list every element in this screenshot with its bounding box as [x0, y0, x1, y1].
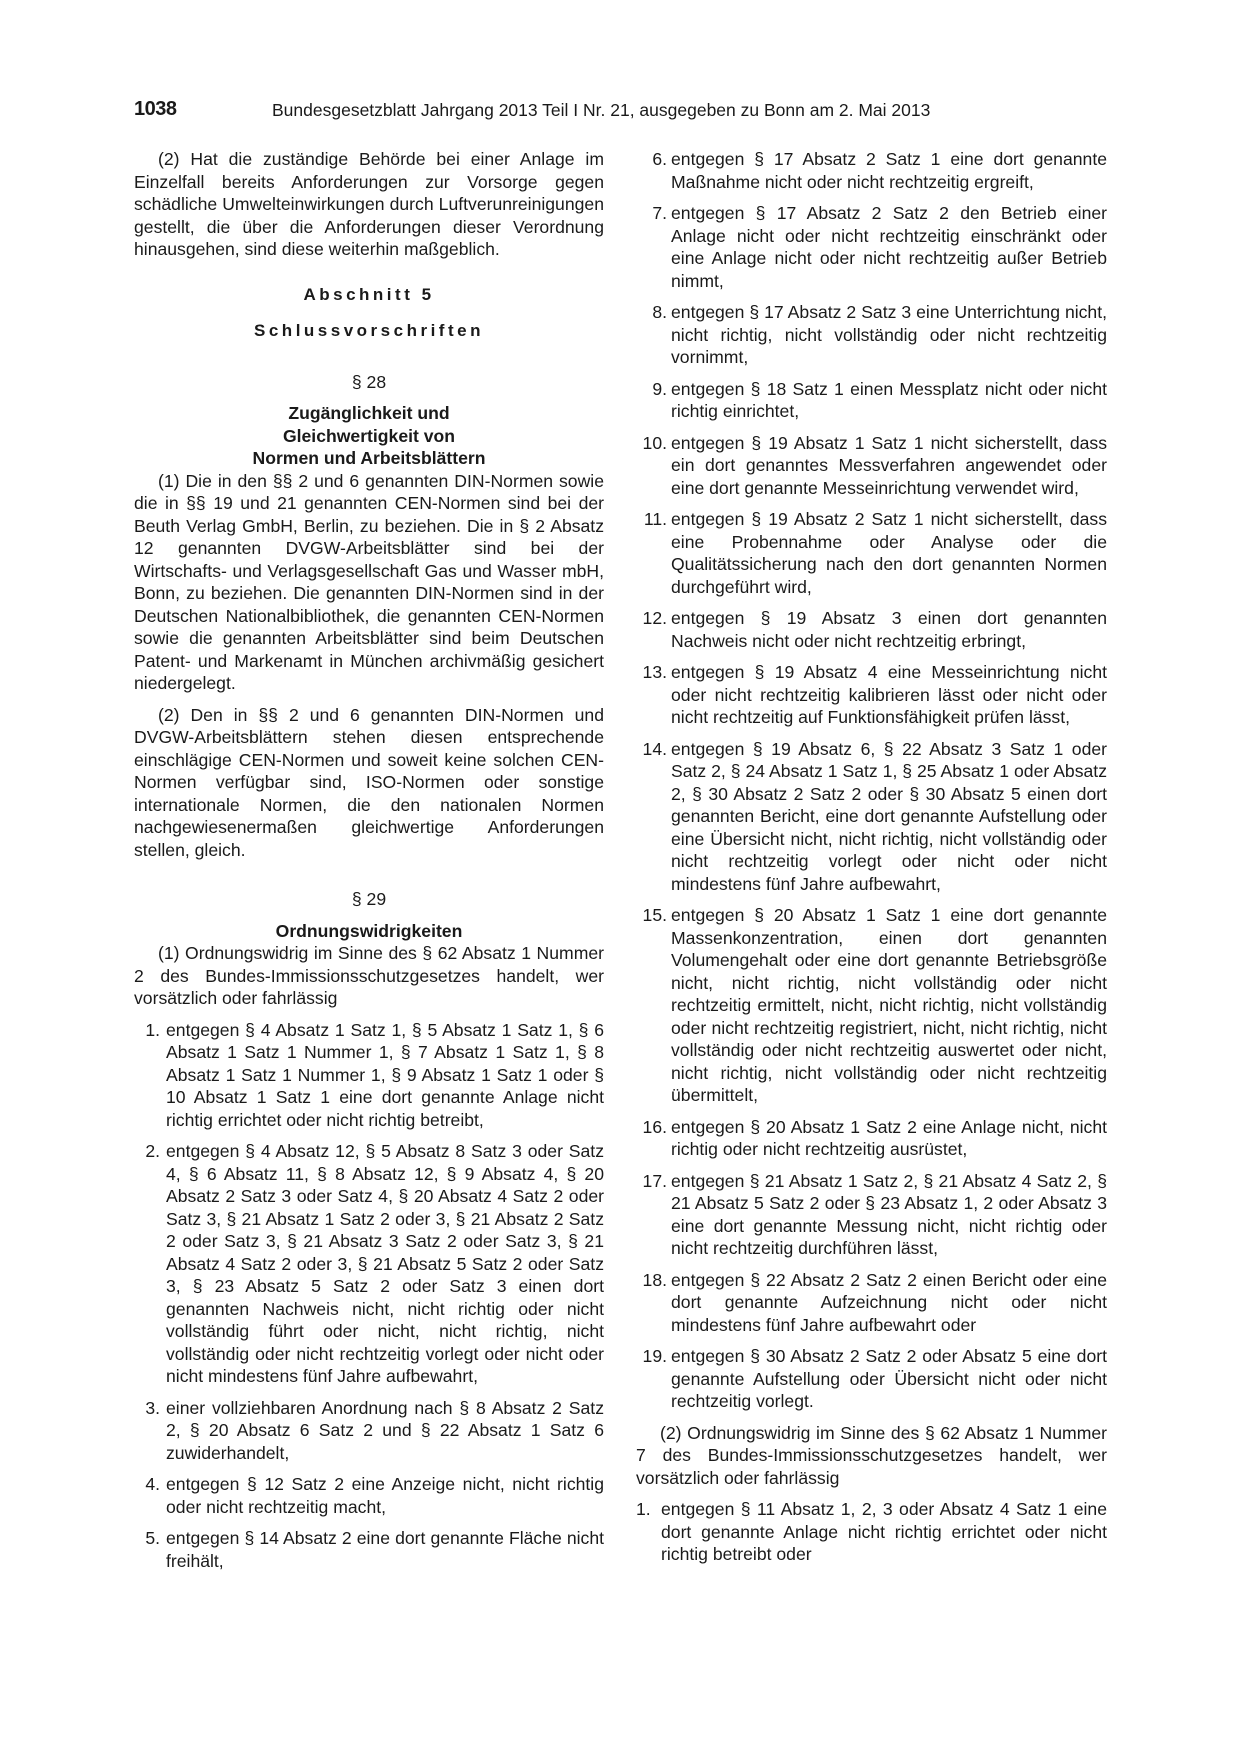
s29-title: Ordnungswidrigkeiten — [275, 920, 463, 941]
item-number: 6. — [652, 149, 667, 169]
item-text: entgegen § 20 Absatz 1 Satz 1 eine dort genannte Massenkonzentration, einen dort genannten Volumengehalt oder eine dort genannte Betriebsgröße nicht, nicht richtig, nicht vollständig oder nicht rechtzeitig ermittelt, nicht, nicht richtig, nicht vollständig oder nicht rechtzeitig registriert, nicht, nicht richtig, nicht vollständig oder nicht rechtzeitig auswertet oder nicht, nicht richtig, nicht vollständig oder nicht rechtzeitig übermittelt, — [671, 905, 1107, 1105]
section-title: Schlussvorschriften — [254, 321, 484, 340]
item-text: entgegen § 30 Absatz 2 Satz 2 oder Absatz 5 eine dort genannte Aufstellung oder Übersicht nicht oder nicht rechtzeitig vorlegt. — [671, 1346, 1107, 1411]
item-text: entgegen § 12 Satz 2 eine Anzeige nicht, nicht richtig oder nicht rechtzeitig macht, — [166, 1474, 604, 1517]
item-number: 1. — [145, 1019, 160, 1040]
item-number: 15. — [642, 905, 667, 925]
item-number: 10. — [642, 432, 667, 453]
item-number: 3. — [145, 1397, 160, 1418]
item-text: entgegen § 19 Absatz 4 eine Messeinrichtung nicht oder nicht rechtzeitig kalibrieren lässt oder nicht oder nicht rechtzeitig auf Funktionsfähigkeit prüfen lässt, — [671, 662, 1107, 727]
section-label: Abschnitt 5 — [303, 284, 435, 304]
item-text: einer vollziehbaren Anordnung nach § 8 Absatz 2 Satz 2, § 20 Absatz 6 Satz 2 und § 22 Absatz 1 Satz 6 zuwiderhandelt, — [166, 1397, 604, 1463]
list-item — [636, 1116, 1107, 1161]
item-number: 9. — [652, 378, 667, 399]
page-number: 1038 — [134, 98, 177, 120]
s28-number: § 28 — [351, 371, 387, 392]
item-number: 14. — [642, 738, 667, 759]
s28-paragraph-2: (2) Den in §§ 2 und 6 genannten DIN-Normen und DVGW-Arbeitsblättern stehen diesen entsprechende einschlägige CEN-Normen und soweit keine solchen CEN-Normen verfügbar sind, ISO-Normen oder sonstige internationale Normen, die den nationalen Normen nachgewiesenermaßen gleichwertige Anforderungen stellen, gleich. — [134, 704, 604, 860]
s29-paragraph-1: (1) Ordnungswidrig im Sinne des § 62 Absatz 1 Nummer 2 des Bundes-Immissionsschutzgesetzes handelt, wer vorsätzlich oder fahrlässig — [134, 943, 604, 1008]
offense-list-right — [636, 148, 1107, 1413]
s28-title-line-2: Gleichwertigkeit von — [282, 425, 456, 446]
item-number: 11. — [643, 509, 667, 529]
page-header — [134, 98, 1107, 126]
list-item — [636, 378, 1107, 423]
item-text: entgegen § 17 Absatz 2 Satz 3 eine Unterrichtung nicht, nicht richtig, nicht vollständig oder nicht rechtzeitig vornimmt, — [671, 302, 1107, 367]
list-item — [636, 202, 1107, 292]
item-text: entgegen § 4 Absatz 1 Satz 1, § 5 Absatz 1 Satz 1, § 6 Absatz 1 Satz 1 Nummer 1, § 7 Absatz 1 Satz 1, § 8 Absatz 1 Satz 1 Nummer 1, § 9 Absatz 1 Satz 1 oder § 10 Absatz 1 Satz 1 eine dort genannte Anlage nicht richtig errichtet oder nicht richtig betreibt, — [166, 1019, 604, 1130]
list-item — [636, 508, 1107, 598]
intro-paragraph: (2) Hat die zuständige Behörde bei einer Anlage im Einzelfall bereits Anforderungen zur Vorsorge gegen schädliche Umwelteinwirkungen durch Luftverunreinigungen gestellt, die über die Anforderungen dieser Verordnung hinausgehen, sind diese weiterhin maßgeblich. — [134, 149, 604, 259]
list-item — [636, 1269, 1107, 1337]
right-column — [636, 148, 1107, 1575]
offense-list-left — [134, 1019, 604, 1573]
offense-list-2 — [636, 1498, 1107, 1566]
item-number: 2. — [145, 1141, 160, 1161]
s28-title-line-3: Normen und Arbeitsblättern — [252, 448, 486, 468]
list-item — [636, 904, 1107, 1107]
s29-paragraph-2: (2) Ordnungswidrig im Sinne des § 62 Absatz 1 Nummer 7 des Bundes-Immissionsschutzgesetzes handelt, wer vorsätzlich oder fahrlässig — [636, 1422, 1107, 1488]
list-item — [636, 148, 1107, 193]
item-number: 12. — [642, 608, 667, 628]
list-item — [636, 607, 1107, 652]
list-item — [134, 1019, 604, 1132]
list-item — [134, 1527, 604, 1572]
running-head: Bundesgesetzblatt Jahrgang 2013 Teil I Nr. 21, ausgegeben zu Bonn am 2. Mai 2013 — [272, 100, 931, 120]
list-item — [636, 432, 1107, 500]
item-number: 17. — [642, 1170, 667, 1191]
item-number: 4. — [145, 1474, 160, 1494]
item-text: entgegen § 19 Absatz 3 einen dort genannten Nachweis nicht oder nicht rechtzeitig erbringt, — [671, 608, 1107, 651]
item-number: 13. — [642, 662, 667, 682]
item-number: 1. — [636, 1499, 651, 1519]
item-number: 18. — [642, 1269, 667, 1290]
item-number: 8. — [652, 302, 667, 322]
item-text: entgegen § 19 Absatz 1 Satz 1 nicht sicherstellt, dass ein dort genanntes Messverfahren angewendet oder eine dort genannte Messeinrichtung verwendet wird, — [671, 432, 1107, 498]
item-text: entgegen § 4 Absatz 12, § 5 Absatz 8 Satz 3 oder Satz 4, § 6 Absatz 11, § 8 Absatz 12, § 9 Absatz 4, § 20 Absatz 2 Satz 3 oder Satz 4, § 20 Absatz 4 Satz 2 oder Satz 3, § 21 Absatz 1 Satz 2 oder 3, § 21 Absatz 2 Satz 2 oder Satz 3, § 21 Absatz 3 Satz 2 oder Satz 3, § 21 Absatz 4 Satz 2 oder 3, § 21 Absatz 5 Satz 2 oder Satz 3, § 23 Absatz 5 Satz 2 oder Satz 3 einen dort genannten Nachweis nicht, nicht richtig oder nicht vollständig führt oder nicht, nicht richtig, nicht vollständig oder nicht rechtzeitig vorlegt oder nicht oder nicht mindestens fünf Jahre aufbewahrt, — [166, 1141, 604, 1386]
item-text: entgegen § 14 Absatz 2 eine dort genannte Fläche nicht freihält, — [166, 1528, 604, 1571]
item-text: entgegen § 19 Absatz 6, § 22 Absatz 3 Satz 1 oder Satz 2, § 24 Absatz 1 Satz 1, § 25 Absatz 1 oder Absatz 2, § 30 Absatz 2 Satz 2 oder § 30 Absatz 5 einen dort genannten Bericht, eine dort genannte Aufstellung oder eine Übersicht nicht, nicht richtig, nicht vollständig oder nicht rechtzeitig vorlegt oder nicht oder nicht mindestens fünf Jahre aufbewahrt, — [671, 738, 1107, 894]
list-item — [636, 1345, 1107, 1413]
item-text: entgegen § 11 Absatz 1, 2, 3 oder Absatz 4 Satz 1 eine dort genannte Anlage nicht richtig errichtet oder nicht richtig betreibt oder — [661, 1499, 1107, 1564]
item-number: 7. — [652, 203, 667, 223]
list-item — [636, 1498, 1107, 1566]
list-item — [134, 1397, 604, 1465]
list-item — [134, 1473, 604, 1518]
item-text: entgegen § 21 Absatz 1 Satz 2, § 21 Absatz 4 Satz 2, § 21 Absatz 5 Satz 2 oder § 23 Absatz 1, 2 oder Absatz 3 eine dort genannte Messung nicht, nicht richtig oder nicht rechtzeitig durchführen lässt, — [671, 1170, 1107, 1258]
item-text: entgegen § 18 Satz 1 einen Messplatz nicht oder nicht richtig einrichtet, — [671, 378, 1107, 421]
s28-title-line-1: Zugänglichkeit und — [288, 403, 450, 423]
item-number: 16. — [642, 1116, 667, 1137]
item-number: 19. — [642, 1346, 667, 1366]
list-item — [636, 738, 1107, 896]
item-text: entgegen § 20 Absatz 1 Satz 2 eine Anlage nicht, nicht richtig oder nicht rechtzeitig ausrüstet, — [671, 1116, 1107, 1159]
item-text: entgegen § 22 Absatz 2 Satz 2 einen Bericht oder eine dort genannte Aufzeichnung nicht oder nicht mindestens fünf Jahre aufbewahrt oder — [671, 1269, 1107, 1335]
item-text: entgegen § 19 Absatz 2 Satz 1 nicht sicherstellt, dass eine Probennahme oder Analyse oder die Qualitätssicherung nach den dort genannten Normen durchgeführt wird, — [671, 509, 1107, 597]
list-item — [636, 301, 1107, 369]
list-item — [134, 1140, 604, 1388]
s28-paragraph-1: (1) Die in den §§ 2 und 6 genannten DIN-Normen sowie die in §§ 19 und 21 genannten CEN-Normen sind bei der Beuth Verlag GmbH, Berlin, zu beziehen. Die in § 2 Absatz 12 genannten DVGW-Arbeitsblätter sind bei der Wirtschafts- und Verlagsgesellschaft Gas und Wasser mbH, Bonn, zu beziehen. Die genannten DIN-Normen sind in der Deutschen Nationalbibliothek, die genannten CEN-Normen sowie die genannten Arbeitsblätter sind beim Deutschen Patent- und Markenamt in München archivmäßig gesichert niedergelegt. — [134, 470, 604, 693]
list-item — [636, 661, 1107, 729]
left-column — [134, 148, 604, 1581]
item-text: entgegen § 17 Absatz 2 Satz 1 eine dort genannte Maßnahme nicht oder nicht rechtzeitig ergreift, — [671, 149, 1107, 192]
list-item — [636, 1170, 1107, 1260]
item-number: 5. — [145, 1528, 160, 1548]
s29-number: § 29 — [351, 889, 387, 909]
item-text: entgegen § 17 Absatz 2 Satz 2 den Betrieb einer Anlage nicht oder nicht rechtzeitig einschränkt oder eine Anlage nicht oder nicht rechtzeitig außer Betrieb nimmt, — [671, 203, 1107, 291]
